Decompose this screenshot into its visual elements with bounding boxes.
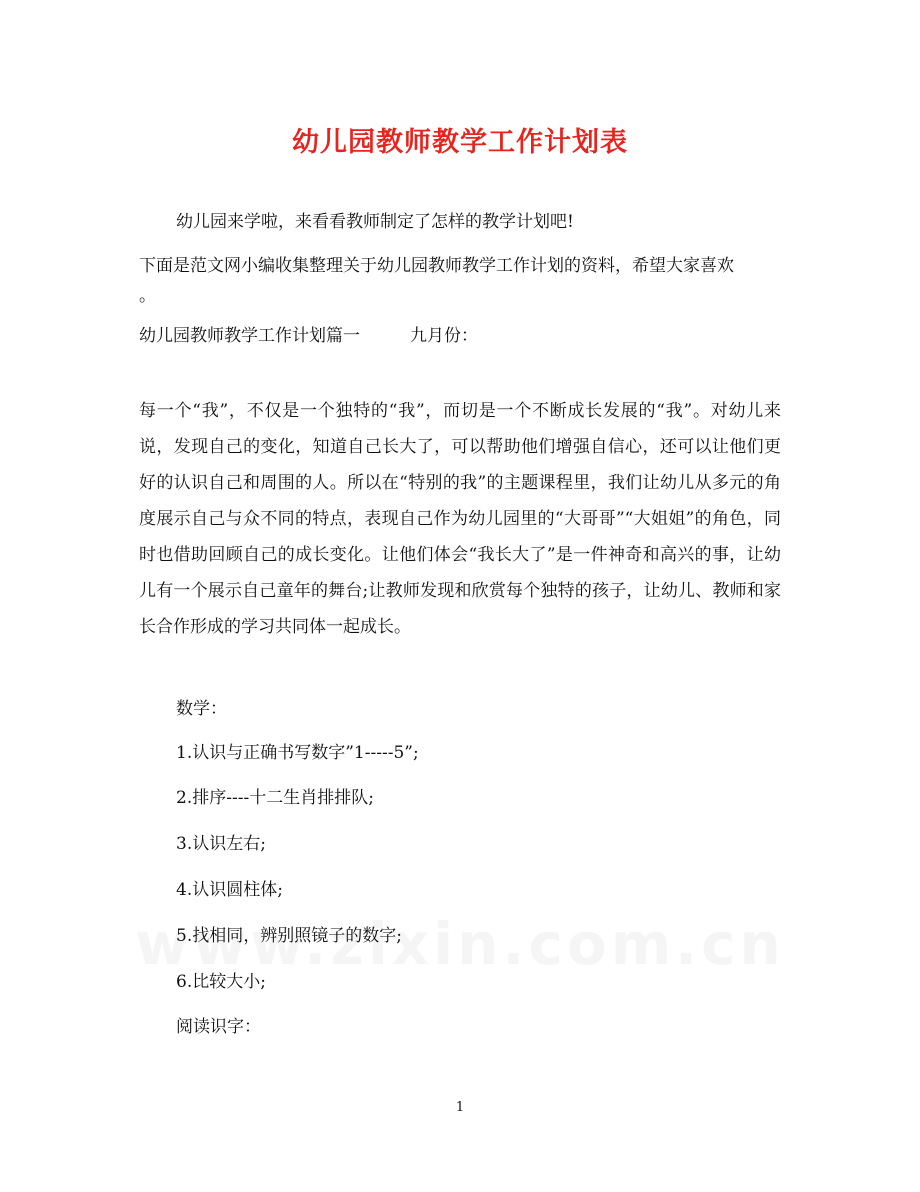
watermark [0, 910, 920, 978]
math-item: 6.比较大小; [176, 972, 266, 992]
math-item: 3.认识左右; [176, 834, 266, 854]
math-item: 4.认识圆柱体; [176, 880, 283, 900]
lead-line-1: 下面是范文网小编收集整理关于幼儿园教师教学工作计划的资料，希望大家喜欢 [139, 256, 734, 276]
month-label: 九月份： [410, 326, 478, 346]
intro-line: 幼儿园来学啦，来看看教师制定了怎样的教学计划吧! [176, 212, 574, 232]
lead-line-2: 。 [139, 286, 156, 306]
reading-heading: 阅读识字： [176, 1017, 261, 1037]
section-heading: 幼儿园教师教学工作计划篇一 [139, 326, 360, 346]
math-item: 5.找相同，辨别照镜子的数字; [176, 926, 402, 946]
page-number: 1 [455, 1100, 465, 1115]
math-item: 1.认识与正确书写数字”1-----5”; [176, 743, 419, 763]
document-title: 幼儿园教师教学工作计划表 [292, 127, 628, 158]
body-paragraph: 每一个“我”，不仅是一个独特的“我”，而切是一个不断成长发展的“我”。对幼儿来说，发现自己的变化，知道自己长大了，可以帮助他们增强自信心，还可以让他们更好的认识自己和周围的人。所以在“特别的我”的主题课程里，我们让幼儿从多元的角度展示自己与众不同的特点，表现自己作为幼儿园里的“大哥哥”“大姐姐”的角色，同时也借助回顾自己的成长变化。让他们体会“我长大了”是一件神奇和高兴的事，让幼儿有一个展示自己童年的舞台;让教师发现和欣赏每个独特的孩子，让幼儿、教师和家长合作形成的学习共同体一起成长。 [139, 401, 781, 637]
math-item: 2.排序----十二生肖排排队; [176, 788, 374, 808]
math-heading: 数学： [176, 699, 227, 719]
